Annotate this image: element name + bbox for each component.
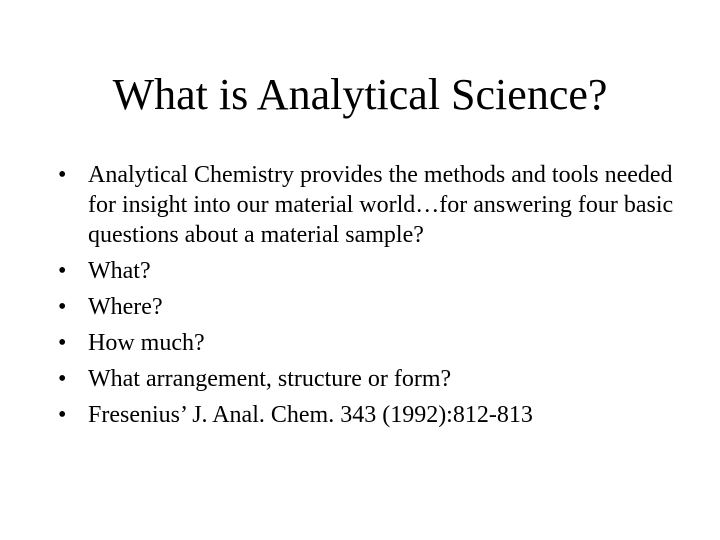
bullet-text: Analytical Chemistry provides the methods and tools needed for insight into our material world…for answering four basic questions about a material sample?	[88, 162, 674, 248]
bullet-text: How much?	[88, 330, 205, 356]
bullet-icon: •	[58, 294, 67, 320]
bullet-text: Fresenius’ J. Anal. Chem. 343 (1992):812-813	[88, 402, 533, 428]
bullet-item	[58, 160, 678, 250]
bullet-list	[58, 160, 678, 436]
bullet-icon: •	[58, 366, 67, 392]
bullet-text: Where?	[88, 294, 163, 320]
bullet-item	[58, 364, 678, 394]
bullet-text: What?	[88, 258, 151, 284]
bullet-item	[58, 400, 678, 430]
bullet-item	[58, 328, 678, 358]
bullet-icon: •	[58, 258, 67, 284]
bullet-text: What arrangement, structure or form?	[88, 366, 452, 392]
bullet-icon: •	[58, 162, 67, 188]
bullet-icon: •	[58, 330, 67, 356]
slide-title: What is Analytical Science?	[112, 70, 608, 119]
bullet-icon: •	[58, 402, 67, 428]
bullet-item	[58, 292, 678, 322]
bullet-item	[58, 256, 678, 286]
